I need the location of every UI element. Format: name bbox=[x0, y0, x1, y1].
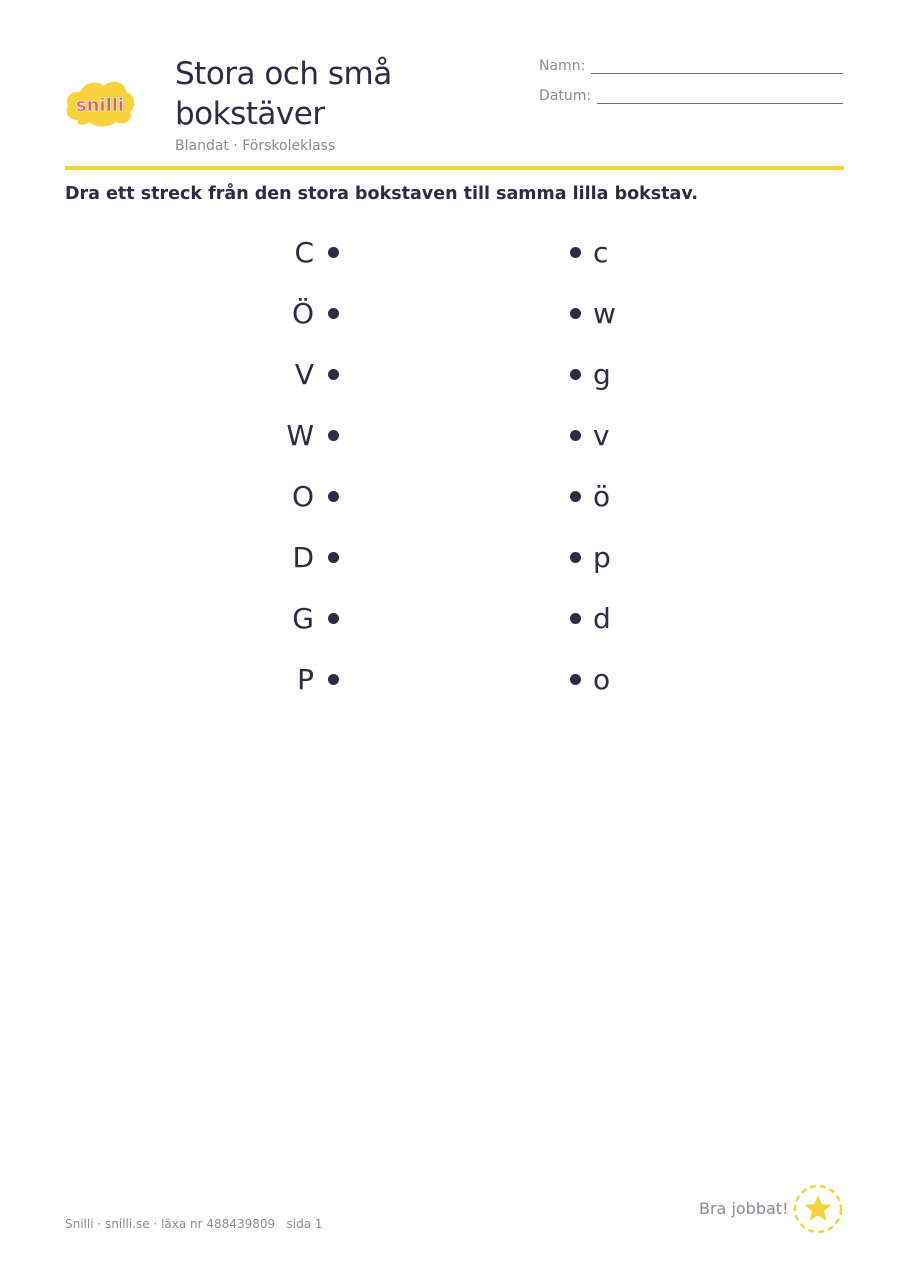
uppercase-letter: G bbox=[292, 602, 314, 635]
pair-row bbox=[0, 538, 909, 578]
right-dot[interactable] bbox=[570, 247, 581, 258]
right-dot[interactable] bbox=[570, 308, 581, 319]
worksheet-title: Stora och små bokstäver bbox=[175, 56, 392, 132]
lowercase-letter: o bbox=[593, 663, 611, 696]
lowercase-letter: ö bbox=[593, 480, 611, 513]
uppercase-letter: D bbox=[292, 541, 314, 574]
left-dot[interactable] bbox=[328, 308, 339, 319]
right-dot[interactable] bbox=[570, 613, 581, 624]
right-dot[interactable] bbox=[570, 430, 581, 441]
left-dot[interactable] bbox=[328, 247, 339, 258]
uppercase-letter: C bbox=[294, 236, 314, 269]
lowercase-letter: p bbox=[593, 541, 611, 574]
right-dot[interactable] bbox=[570, 674, 581, 685]
pair-row bbox=[0, 294, 909, 334]
lowercase-letter: v bbox=[593, 419, 610, 452]
lowercase-letter: d bbox=[593, 602, 611, 635]
left-dot[interactable] bbox=[328, 674, 339, 685]
left-dot[interactable] bbox=[328, 613, 339, 624]
footer-credit: Snilli · snilli.se · läxa nr 488439809 sida 1 bbox=[65, 1217, 323, 1231]
right-dot[interactable] bbox=[570, 552, 581, 563]
lowercase-letter: g bbox=[593, 358, 611, 391]
left-dot[interactable] bbox=[328, 491, 339, 502]
pair-row bbox=[0, 477, 909, 517]
lowercase-letter: c bbox=[593, 236, 609, 269]
logo-text: snilli bbox=[75, 95, 125, 116]
pair-row bbox=[0, 233, 909, 273]
name-label: Namn: bbox=[539, 58, 586, 74]
lowercase-letter: w bbox=[593, 297, 616, 330]
uppercase-letter: P bbox=[297, 663, 314, 696]
uppercase-letter: O bbox=[291, 480, 314, 513]
uppercase-letter: W bbox=[286, 419, 314, 452]
uppercase-letter: V bbox=[294, 358, 314, 391]
left-dot[interactable] bbox=[328, 552, 339, 563]
left-dot[interactable] bbox=[328, 369, 339, 380]
uppercase-letter: Ö bbox=[291, 297, 314, 330]
date-label: Datum: bbox=[539, 88, 592, 104]
right-dot[interactable] bbox=[570, 369, 581, 380]
star-badge-icon bbox=[792, 1183, 844, 1235]
pair-row bbox=[0, 660, 909, 700]
pair-row bbox=[0, 599, 909, 639]
pair-row bbox=[0, 355, 909, 395]
instructions: Dra ett streck från den stora bokstaven till samma lilla bokstav. bbox=[65, 184, 698, 204]
worksheet-subtitle: Blandat · Förskoleklass bbox=[175, 138, 336, 154]
praise-text: Bra jobbat! bbox=[699, 1199, 789, 1218]
right-dot[interactable] bbox=[570, 491, 581, 502]
pair-row bbox=[0, 416, 909, 456]
left-dot[interactable] bbox=[328, 430, 339, 441]
